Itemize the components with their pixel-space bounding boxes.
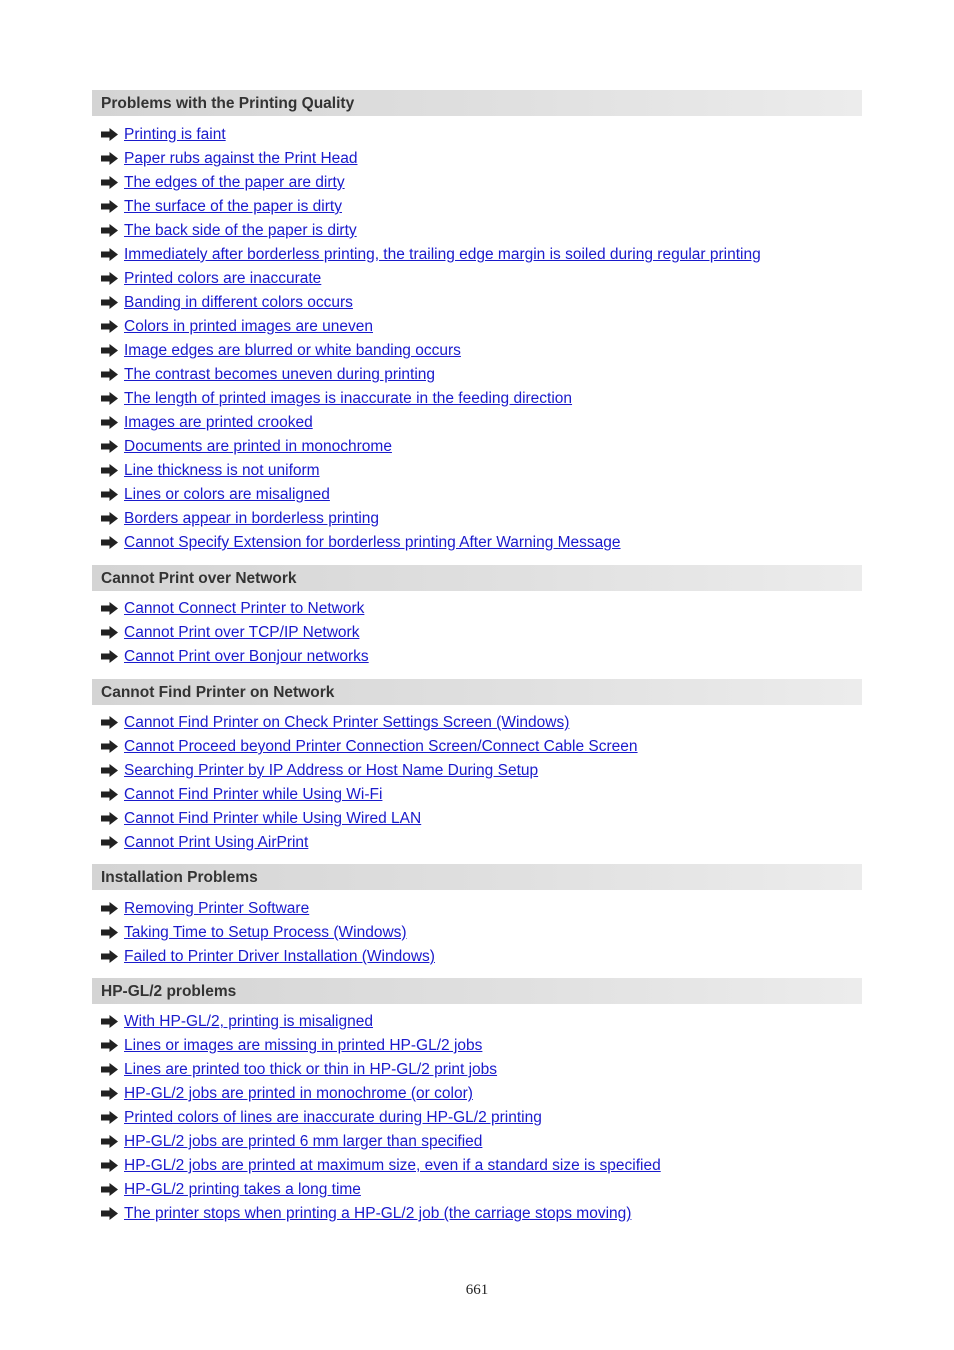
link-lines-are-printed-too-thick-or-thin-in-hp-gl-2-p[interactable]: Lines are printed too thick or thin in HP-GL/2 print jobs [124,1061,498,1078]
right-arrow-icon [101,1207,118,1220]
link-borders-appear-in-borderless-printing[interactable]: Borders appear in borderless printing [124,510,380,527]
right-arrow-icon [101,440,118,453]
right-arrow-icon [101,1183,118,1196]
link-printed-colors-of-lines-are-inaccurate-during-hp[interactable]: Printed colors of lines are inaccurate during HP-GL/2 printing [124,1109,542,1126]
link-cannot-find-printer-while-using-wi-fi[interactable]: Cannot Find Printer while Using Wi-Fi [124,786,383,803]
link-cannot-print-over-tcp-ip-network[interactable]: Cannot Print over TCP/IP Network [124,624,360,641]
right-arrow-icon [101,368,118,381]
right-arrow-icon [101,488,118,501]
right-arrow-icon [101,1039,118,1052]
right-arrow-icon [101,926,118,939]
link-taking-time-to-setup-process-windows[interactable]: Taking Time to Setup Process (Windows) [124,924,407,941]
right-arrow-icon [101,344,118,357]
right-arrow-icon [101,200,118,213]
section-header: Cannot Find Printer on Network [92,679,862,705]
link-printed-colors-are-inaccurate[interactable]: Printed colors are inaccurate [124,270,322,287]
right-arrow-icon [101,536,118,549]
link-immediately-after-borderless-printing-the-traili[interactable]: Immediately after borderless printing, the trailing edge margin is soiled during regular printing [124,246,761,263]
section-header: HP-GL/2 problems [92,978,862,1004]
right-arrow-icon [101,272,118,285]
right-arrow-icon [101,1135,118,1148]
link-the-edges-of-the-paper-are-dirty[interactable]: The edges of the paper are dirty [124,174,345,191]
section-cannot-print-over-network [92,565,862,665]
link-the-length-of-printed-images-is-inaccurate-in-th[interactable]: The length of printed images is inaccurate in the feeding direction [124,390,573,407]
link-lines-or-images-are-missing-in-printed-hp-gl-2-j[interactable]: Lines or images are missing in printed HP-GL/2 jobs [124,1037,483,1054]
section-header: Installation Problems [92,864,862,890]
right-arrow-icon [101,296,118,309]
right-arrow-icon [101,392,118,405]
link-cannot-proceed-beyond-printer-connection-screen-[interactable]: Cannot Proceed beyond Printer Connection Screen/Connect Cable Screen [124,738,638,755]
right-arrow-icon [101,602,118,615]
link-hp-gl-2-jobs-are-printed-6-mm-larger-than-specif[interactable]: HP-GL/2 jobs are printed 6 mm larger than specified [124,1133,483,1150]
right-arrow-icon [101,812,118,825]
link-line-thickness-is-not-uniform[interactable]: Line thickness is not uniform [124,462,320,479]
link-the-printer-stops-when-printing-a-hp-gl-2-job-th[interactable]: The printer stops when printing a HP-GL/2 job (the carriage stops moving) [124,1205,632,1222]
link-with-hp-gl-2-printing-is-misaligned[interactable]: With HP-GL/2, printing is misaligned [124,1013,373,1030]
right-arrow-icon [101,176,118,189]
right-arrow-icon [101,716,118,729]
right-arrow-icon [101,320,118,333]
right-arrow-icon [101,1111,118,1124]
right-arrow-icon [101,1159,118,1172]
right-arrow-icon [101,416,118,429]
right-arrow-icon [101,650,118,663]
right-arrow-icon [101,464,118,477]
link-documents-are-printed-in-monochrome[interactable]: Documents are printed in monochrome [124,438,392,455]
section-installation-problems [92,864,862,965]
section-hp-gl-2-problems [92,978,862,1222]
right-arrow-icon [101,224,118,237]
link-cannot-find-printer-while-using-wired-lan[interactable]: Cannot Find Printer while Using Wired LAN [124,810,422,827]
link-removing-printer-software[interactable]: Removing Printer Software [124,900,310,917]
link-cannot-print-over-bonjour-networks[interactable]: Cannot Print over Bonjour networks [124,648,369,665]
page-number: 661 [465,1282,489,1298]
link-colors-in-printed-images-are-uneven[interactable]: Colors in printed images are uneven [124,318,373,335]
link-cannot-specify-extension-for-borderless-printing[interactable]: Cannot Specify Extension for borderless printing After Warning Message [124,534,621,551]
right-arrow-icon [101,128,118,141]
link-banding-in-different-colors-occurs[interactable]: Banding in different colors occurs [124,294,353,311]
right-arrow-icon [101,152,118,165]
section-header: Problems with the Printing Quality [92,90,862,116]
right-arrow-icon [101,248,118,261]
link-the-surface-of-the-paper-is-dirty[interactable]: The surface of the paper is dirty [124,198,342,215]
link-paper-rubs-against-the-print-head[interactable]: Paper rubs against the Print Head [124,150,358,167]
link-the-back-side-of-the-paper-is-dirty[interactable]: The back side of the paper is dirty [124,222,357,239]
right-arrow-icon [101,788,118,801]
link-searching-printer-by-ip-address-or-host-name-dur[interactable]: Searching Printer by IP Address or Host Name During Setup [124,762,539,779]
section-header: Cannot Print over Network [92,565,862,591]
right-arrow-icon [101,902,118,915]
right-arrow-icon [101,626,118,639]
right-arrow-icon [101,740,118,753]
link-cannot-find-printer-on-check-printer-settings-sc[interactable]: Cannot Find Printer on Check Printer Settings Screen (Windows) [124,714,570,731]
link-hp-gl-2-jobs-are-printed-in-monochrome-or-color[interactable]: HP-GL/2 jobs are printed in monochrome (or color) [124,1085,473,1102]
right-arrow-icon [101,950,118,963]
link-image-edges-are-blurred-or-white-banding-occurs[interactable]: Image edges are blurred or white banding occurs [124,342,461,359]
link-cannot-print-using-airprint[interactable]: Cannot Print Using AirPrint [124,834,309,851]
link-the-contrast-becomes-uneven-during-printing[interactable]: The contrast becomes uneven during printing [124,366,436,383]
right-arrow-icon [101,512,118,525]
section-problems-with-the-printing-quality [92,90,862,551]
link-images-are-printed-crooked[interactable]: Images are printed crooked [124,414,313,431]
right-arrow-icon [101,836,118,849]
right-arrow-icon [101,764,118,777]
link-hp-gl-2-printing-takes-a-long-time[interactable]: HP-GL/2 printing takes a long time [124,1181,361,1198]
link-lines-or-colors-are-misaligned[interactable]: Lines or colors are misaligned [124,486,330,503]
section-cannot-find-printer-on-network [92,679,862,851]
link-failed-to-printer-driver-installation-windows[interactable]: Failed to Printer Driver Installation (Windows) [124,948,435,965]
right-arrow-icon [101,1015,118,1028]
link-printing-is-faint[interactable]: Printing is faint [124,126,226,143]
link-hp-gl-2-jobs-are-printed-at-maximum-size-even-if[interactable]: HP-GL/2 jobs are printed at maximum size, even if a standard size is specified [124,1157,661,1174]
right-arrow-icon [101,1087,118,1100]
link-cannot-connect-printer-to-network[interactable]: Cannot Connect Printer to Network [124,600,365,617]
right-arrow-icon [101,1063,118,1076]
